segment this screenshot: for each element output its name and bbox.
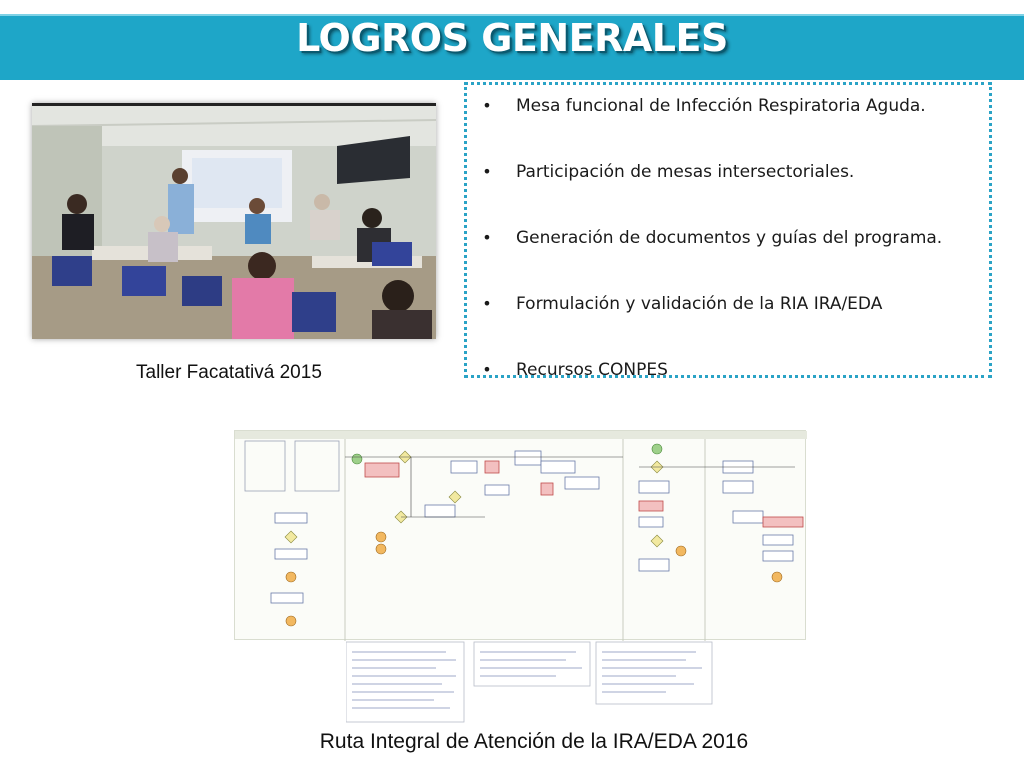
- list-item-text: Recursos CONPES: [516, 360, 668, 380]
- bullet-icon: •: [482, 360, 492, 379]
- list-item: [477, 225, 987, 291]
- list-item: [477, 159, 987, 225]
- list-item: [477, 357, 987, 423]
- flow-diagram-graphic: [235, 431, 807, 641]
- workshop-photo-illustration: [32, 106, 436, 339]
- achievements-box: [464, 82, 992, 378]
- diagram-caption: Ruta Integral de Atención de la IRA/EDA 2016: [319, 730, 749, 753]
- achievements-list: [477, 93, 987, 423]
- list-item-text: Mesa funcional de Infección Respiratoria Aguda.: [516, 96, 926, 116]
- bullet-icon: •: [482, 228, 492, 247]
- list-item: [477, 93, 987, 159]
- bullet-icon: •: [482, 96, 492, 115]
- list-item: [477, 291, 987, 357]
- list-item-text: Participación de mesas intersectoriales.: [516, 162, 855, 182]
- bullet-icon: •: [482, 294, 492, 313]
- list-item-text: Generación de documentos y guías del programa.: [516, 228, 943, 248]
- photo-caption: Taller Facatativá 2015: [136, 362, 322, 383]
- list-item-text: Formulación y validación de la RIA IRA/EDA: [516, 294, 883, 314]
- flow-diagram-notes-graphic: [346, 640, 716, 724]
- bullet-icon: •: [482, 162, 492, 181]
- slide-title: LOGROS GENERALES: [296, 16, 728, 60]
- flow-diagram: [234, 430, 806, 640]
- flow-diagram-notes: [346, 640, 716, 724]
- workshop-photo: [32, 103, 436, 339]
